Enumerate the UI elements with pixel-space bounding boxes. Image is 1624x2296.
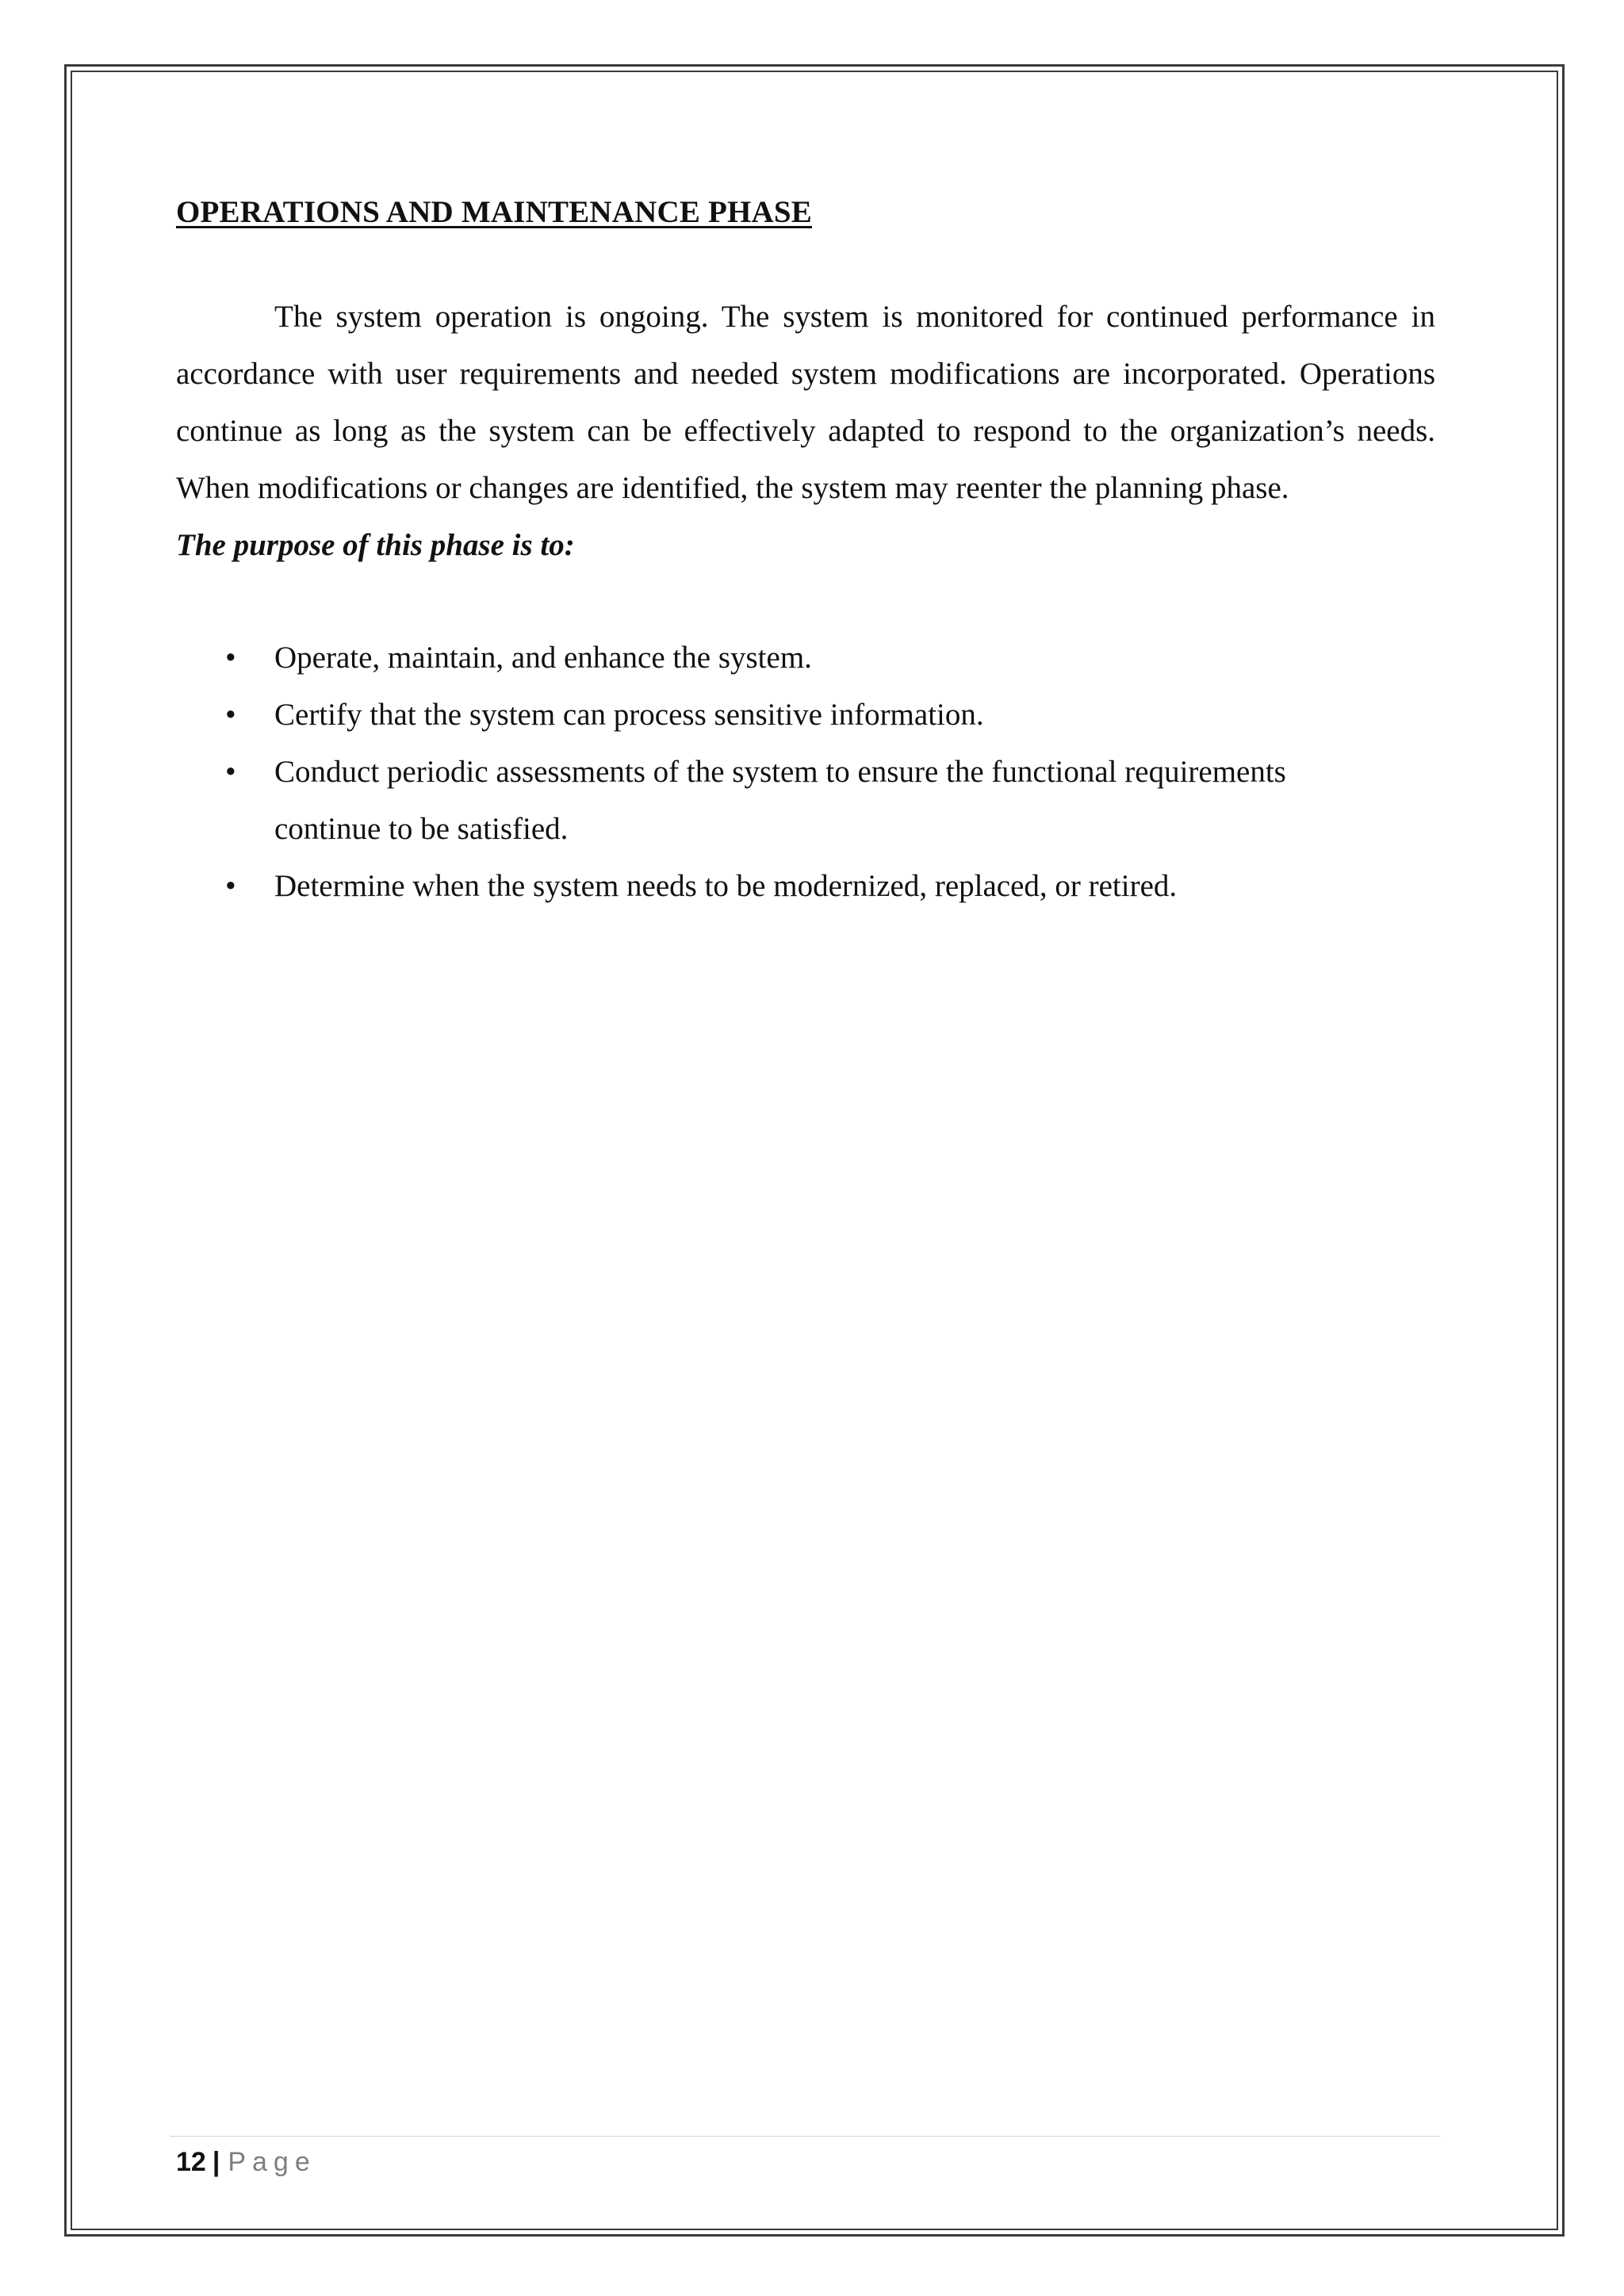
bullet-item-certify — [176, 687, 1369, 744]
footer-separator: | — [212, 2147, 220, 2177]
bullet-icon: • — [225, 641, 236, 675]
page-label: Page — [228, 2147, 316, 2177]
bullet-item-operate — [176, 629, 1369, 687]
body-paragraph: The system operation is ongoing. The system is monitored for continued performance in accordance with user requirements and needed system modifications are incorporated. Operations continue as long as the system can be effectively adapted to respond to the organization’s needs. When modifications or changes are identified, the system may reenter the planning phase. — [176, 300, 1435, 505]
purpose-bullet-list — [176, 629, 1435, 915]
bullet-text: Determine when the system needs to be modernized, replaced, or retired. — [274, 869, 1178, 903]
bullet-text: Conduct periodic assessments of the system to ensure the functional requirements continue to be satisfied. — [274, 755, 1286, 846]
page-content — [176, 189, 1435, 915]
bullet-icon: • — [225, 755, 236, 789]
page-footer — [176, 2144, 316, 2180]
footer-divider — [170, 2136, 1440, 2137]
bullet-item-determine — [176, 858, 1369, 915]
section-heading: OPERATIONS AND MAINTENANCE PHASE — [176, 195, 813, 229]
bullet-text: Certify that the system can process sensitive information. — [274, 698, 984, 732]
bullet-icon: • — [225, 869, 236, 903]
bullet-text: Operate, maintain, and enhance the system. — [274, 641, 812, 675]
purpose-label: The purpose of this phase is to: — [176, 528, 575, 562]
bullet-icon: • — [225, 698, 236, 732]
page-number: 12 — [176, 2147, 206, 2177]
bullet-item-assessments — [176, 744, 1369, 858]
